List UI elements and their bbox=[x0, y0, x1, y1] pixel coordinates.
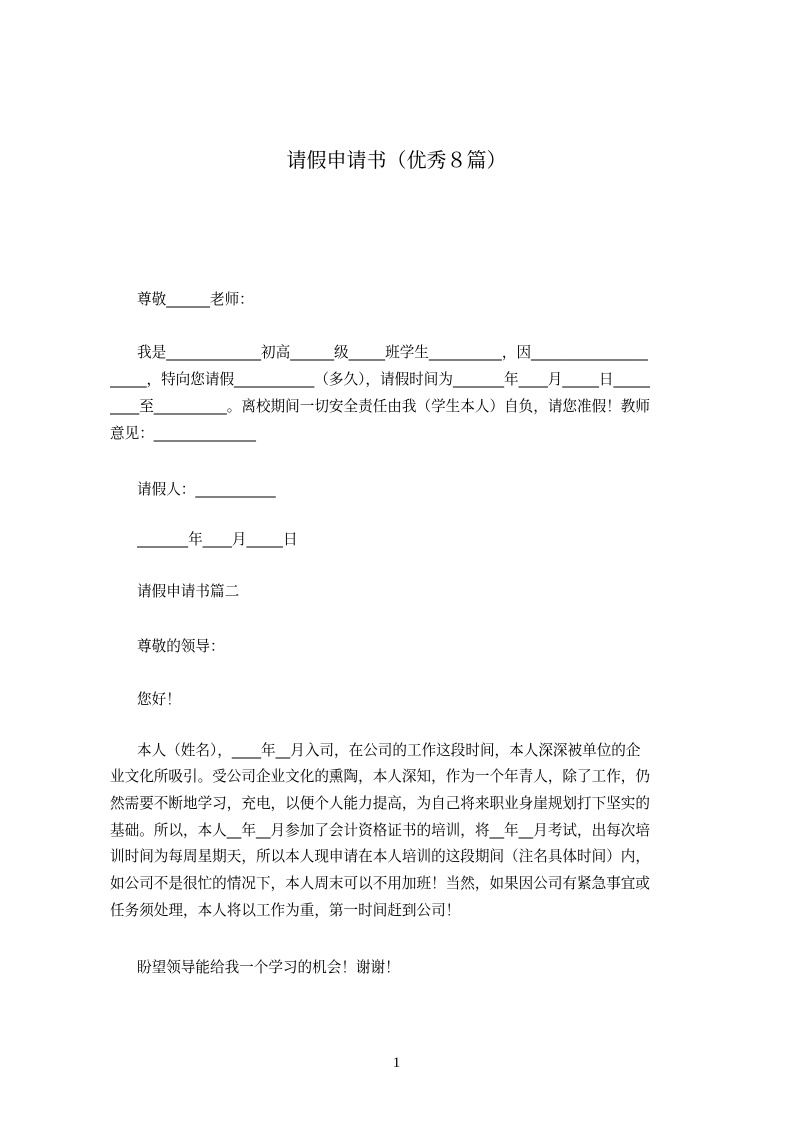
paragraph-line: ____至__________。离校期间一切安全责任由我（学生本人）自负，请您准假！教师 bbox=[110, 398, 650, 415]
greeting: 您好！ bbox=[137, 691, 181, 708]
paragraph-line: 基础。所以，本人__年__月参加了会计资格证书的培训，将__年__月考试，出每次培 bbox=[110, 822, 650, 839]
paragraph-line: 我是_____________初高______级_____班学生__________，因________________ bbox=[137, 344, 648, 361]
paragraph-line: 如公司不是很忙的情况下，本人周末可以不用加班！当然，如果因公司有紧急事宜或 bbox=[110, 875, 650, 892]
paragraph-line: 业文化所吸引。受公司企业文化的熏陶，本人深知，作为一个年青人，除了工作，仍 bbox=[110, 768, 650, 785]
page-number: 1 bbox=[392, 1055, 401, 1071]
paragraph-line: 本人（姓名），____年__月入司，在公司的工作这段时间，本人深深被单位的企 bbox=[137, 742, 641, 759]
paragraph-line: 然需要不断地学习，充电，以便个人能力提高，为自己将来职业身崖规划打下坚实的 bbox=[110, 795, 650, 812]
paragraph-line: 任务须处理，本人将以工作为重，第一时间赶到公司！ bbox=[110, 902, 461, 919]
salutation: 尊敬______老师： bbox=[137, 291, 254, 308]
document-title: 请假申请书（优秀８篇） bbox=[286, 148, 507, 172]
date-line: _______年____月_____日 bbox=[137, 531, 298, 548]
section-heading: 请假申请书篇二 bbox=[137, 583, 240, 600]
salutation: 尊敬的领导： bbox=[137, 638, 225, 655]
closing: 盼望领导能给我一个学习的机会！谢谢！ bbox=[137, 959, 400, 976]
paragraph-line: 意见：______________ bbox=[110, 425, 256, 442]
applicant-line: 请假人：___________ bbox=[137, 481, 276, 498]
paragraph-line: _____，特向您请假___________（多久），请假时间为_______年____月_____日_____ bbox=[110, 371, 650, 388]
paragraph-line: 训时间为每周星期天，所以本人现申请在本人培训的这段期间（注名具体时间）内， bbox=[110, 848, 650, 865]
